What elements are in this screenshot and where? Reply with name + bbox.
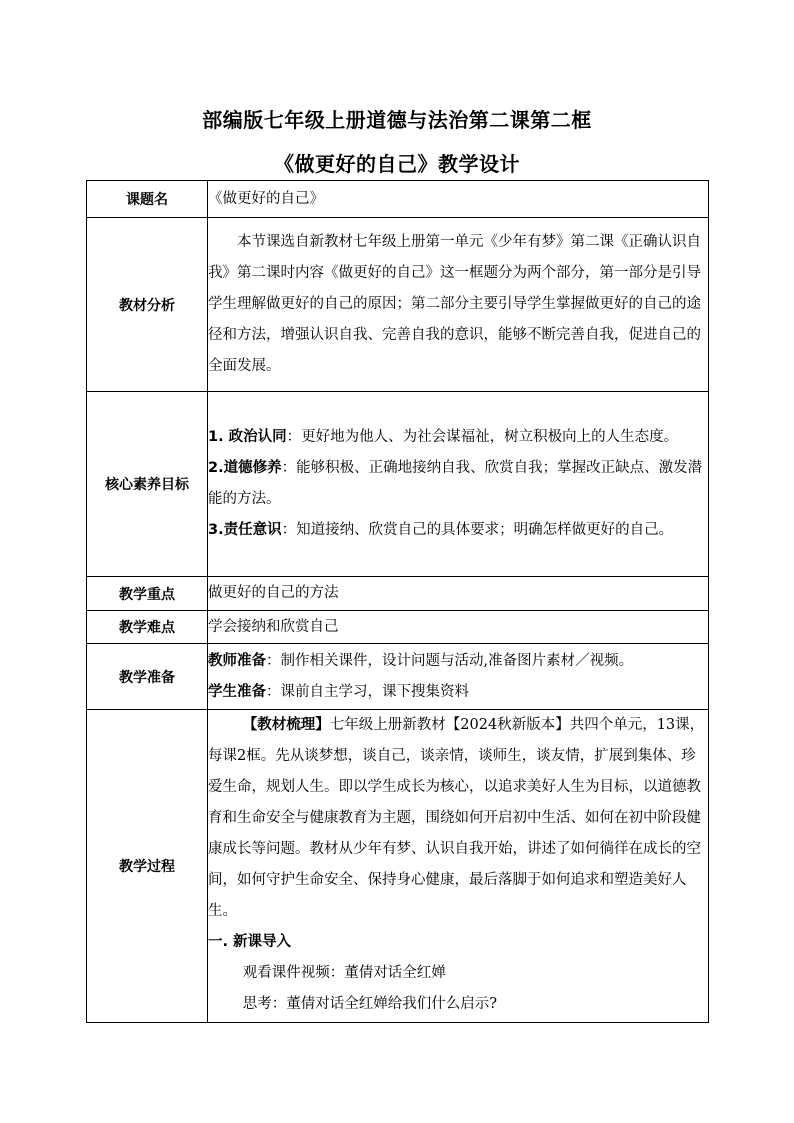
goal-item (208, 453, 708, 515)
section-heading: 一. 新课导入 (208, 934, 292, 950)
row-label-difficulty: 教学难点 (87, 611, 208, 644)
material-sort-head: 【教材梳理】 (242, 717, 330, 733)
table-row (87, 644, 709, 710)
goal-item (208, 515, 708, 546)
goal-head: 1. 政治认同 (208, 429, 287, 445)
material-sort-paragraph (208, 710, 708, 927)
row-label-key-point: 教学重点 (87, 577, 208, 611)
goal-item (208, 422, 708, 453)
table-row (87, 392, 709, 577)
key-point-value: 做更好的自己的方法 (208, 577, 709, 611)
row-label-topic: 课题名 (87, 181, 208, 218)
difficulty-value: 学会接纳和欣赏自己 (208, 611, 709, 644)
page-title: 部编版七年级上册道德与法治第二课第二框 (202, 108, 592, 132)
goal-head: 2.道德修养 (208, 460, 282, 476)
process-cell (208, 710, 709, 1023)
row-label-process: 教学过程 (87, 710, 208, 1023)
goal-body: ：能够积极、正确地接纳自我、欣赏自我；掌握改正缺点、激发潜能的方法。 (208, 460, 703, 507)
preparation-cell (208, 644, 709, 710)
table-row (87, 181, 709, 218)
goal-body: ：知道接纳、欣赏自己的具体要求；明确怎样做更好的自己。 (281, 522, 674, 538)
student-preparation (208, 677, 708, 708)
goal-body: ：更好地为他人、为社会谋福祉，树立积极向上的人生态度。 (286, 429, 679, 445)
row-label-goals: 核心素养目标 (87, 392, 208, 577)
lesson-plan-table (86, 180, 709, 1023)
goal-head: 3.责任意识 (208, 522, 282, 538)
teacher-prep-head: 教师准备 (208, 652, 266, 669)
student-prep-head: 学生准备 (208, 683, 266, 700)
topic-value: 《做更好的自己》 (208, 181, 709, 218)
think-question-line: 思考：董倩对话全红婵给我们什么启示? (242, 996, 498, 1012)
table-row (87, 218, 709, 392)
teacher-preparation (208, 646, 708, 677)
analysis-text: 本节课选自新教材七年级上册第一单元《少年有梦》第二课《正确认识自我》第二课时内容《做更好的自己》这一框题分为两个部分，第一部分是引导学生理解做更好的自己的原因；第二部分主要引导学生掌握做更好的自己的途径和方法，增强认识自我、完善自我的意识，能够不断完善自我，促进自己的全面发展。 (208, 234, 701, 374)
material-sort-body: 七年级上册新教材【2024秋新版本】共四个单元，13课， 每课2框。先从谈梦想，谈自己，谈亲情，谈师生，谈友情，扩展到集体、珍爱生命，规划人生。即以学生成长为核心，以追求美好人生为目标，以道德教育和生命安全与健康教育为主题，围绕如何开启初中生活、如何在初中阶段健康成长等问题。教材从少年有梦、认识自我开始，讲述了如何徜徉在成长的空间，如何守护生命安全、保持身心健康，最后落脚于如何追求和塑造美好人生。 (208, 717, 705, 919)
teacher-prep-body: ：制作相关课件，设计问题与活动,准备图片素材／视频。 (266, 652, 634, 669)
table-row (87, 611, 709, 644)
student-prep-body: ：课前自主学习，课下搜集资料 (266, 683, 469, 700)
row-label-analysis: 教材分析 (87, 218, 208, 392)
table-row (87, 710, 709, 1023)
table-row (87, 577, 709, 611)
row-label-preparation: 教学准备 (87, 644, 208, 710)
analysis-cell (208, 218, 709, 392)
page-subtitle: 《做更好的自己》教学设计 (274, 152, 520, 176)
goals-cell (208, 392, 709, 577)
watch-video-line: 观看课件视频：董倩对话全红婵 (242, 965, 446, 981)
